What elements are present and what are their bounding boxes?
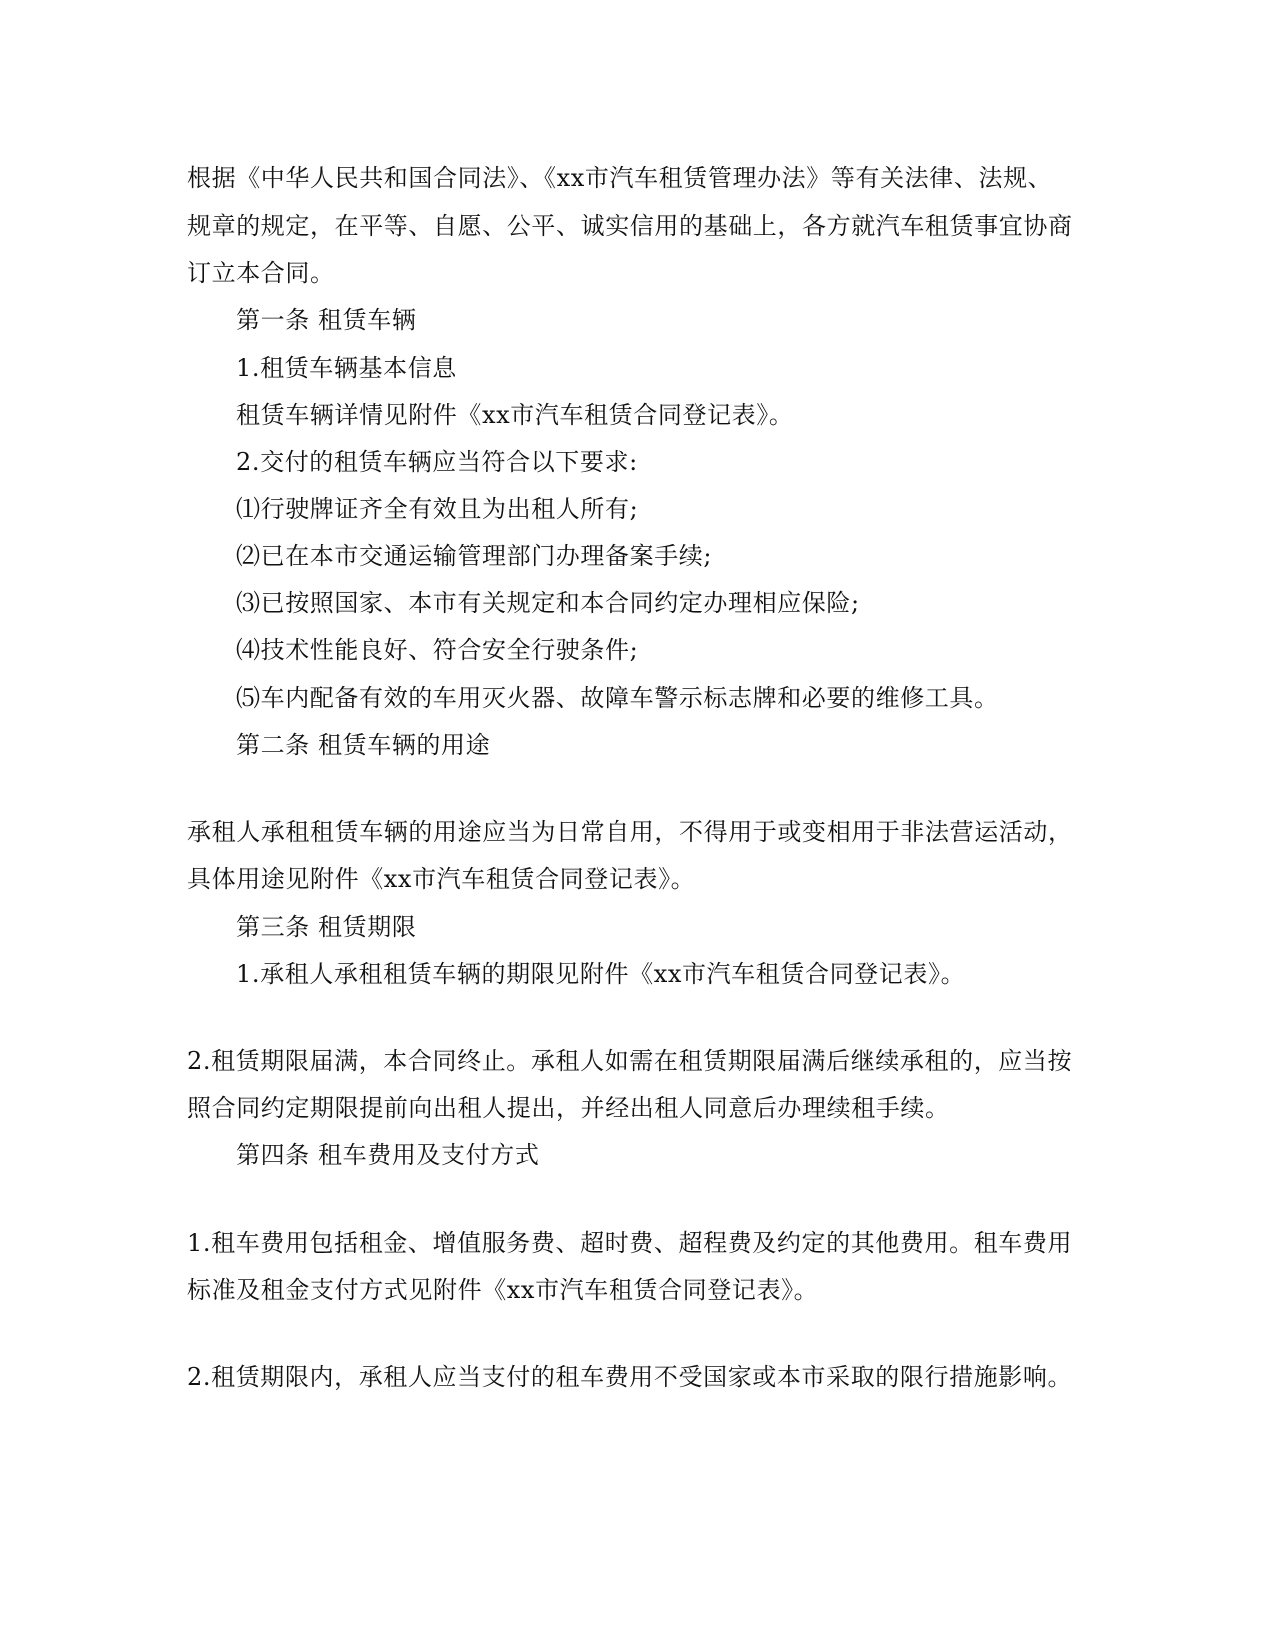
article-4-item-2: 2.租赁期限内，承租人应当支付的租车费用不受国家或本市采取的限行措施影响。	[187, 1363, 1073, 1391]
preamble-line-3: 订立本合同。	[187, 259, 335, 287]
article-3-item-2-line-2: 照合同约定期限提前向出租人提出，并经出租人同意后办理续租手续。	[187, 1094, 950, 1122]
article-4-item-1-line-2: 标准及租金支付方式见附件《xx市汽车租赁合同登记表》。	[187, 1276, 819, 1304]
article-4-item-1-line-1: 1.租车费用包括租金、增值服务费、超时费、超程费及约定的其他费用。租车费用	[187, 1229, 1073, 1257]
article-3-item-1: 1.承租人承租租赁车辆的期限见附件《xx市汽车租赁合同登记表》。	[236, 960, 966, 988]
article-1-subitem-3: ⑶已按照国家、本市有关规定和本合同约定办理相应保险;	[236, 589, 860, 617]
article-4-heading: 第四条 租车费用及支付方式	[236, 1141, 540, 1169]
article-1-item-2: 2.交付的租赁车辆应当符合以下要求:	[236, 448, 638, 476]
article-3-heading: 第三条 租赁期限	[236, 913, 417, 941]
article-1-subitem-5: ⑸车内配备有效的车用灭火器、故障车警示标志牌和必要的维修工具。	[236, 684, 999, 712]
article-1-heading: 第一条 租赁车辆	[236, 306, 417, 334]
article-1-subitem-2: ⑵已在本市交通运输管理部门办理备案手续;	[236, 542, 713, 570]
preamble-line-2: 规章的规定，在平等、自愿、公平、诚实信用的基础上，各方就汽车租赁事宜协商	[187, 212, 1073, 240]
article-2-text-line-1: 承租人承租租赁车辆的用途应当为日常自用，不得用于或变相用于非法营运活动，	[187, 818, 1073, 846]
article-1-item-1: 1.租赁车辆基本信息	[236, 354, 457, 382]
article-2-heading: 第二条 租赁车辆的用途	[236, 731, 491, 759]
article-1-subitem-4: ⑷技术性能良好、符合安全行驶条件;	[236, 636, 639, 664]
article-1-item-1-text: 租赁车辆详情见附件《xx市汽车租赁合同登记表》。	[236, 401, 794, 429]
preamble-line-1: 根据《中华人民共和国合同法》、《xx市汽车租赁管理办法》等有关法律、法规、	[187, 164, 1053, 192]
article-2-text-line-2: 具体用途见附件《xx市汽车租赁合同登记表》。	[187, 865, 696, 893]
article-1-subitem-1: ⑴行驶牌证齐全有效且为出租人所有;	[236, 495, 639, 523]
article-3-item-2-line-1: 2.租赁期限届满，本合同终止。承租人如需在租赁期限届满后继续承租的，应当按	[187, 1047, 1073, 1075]
